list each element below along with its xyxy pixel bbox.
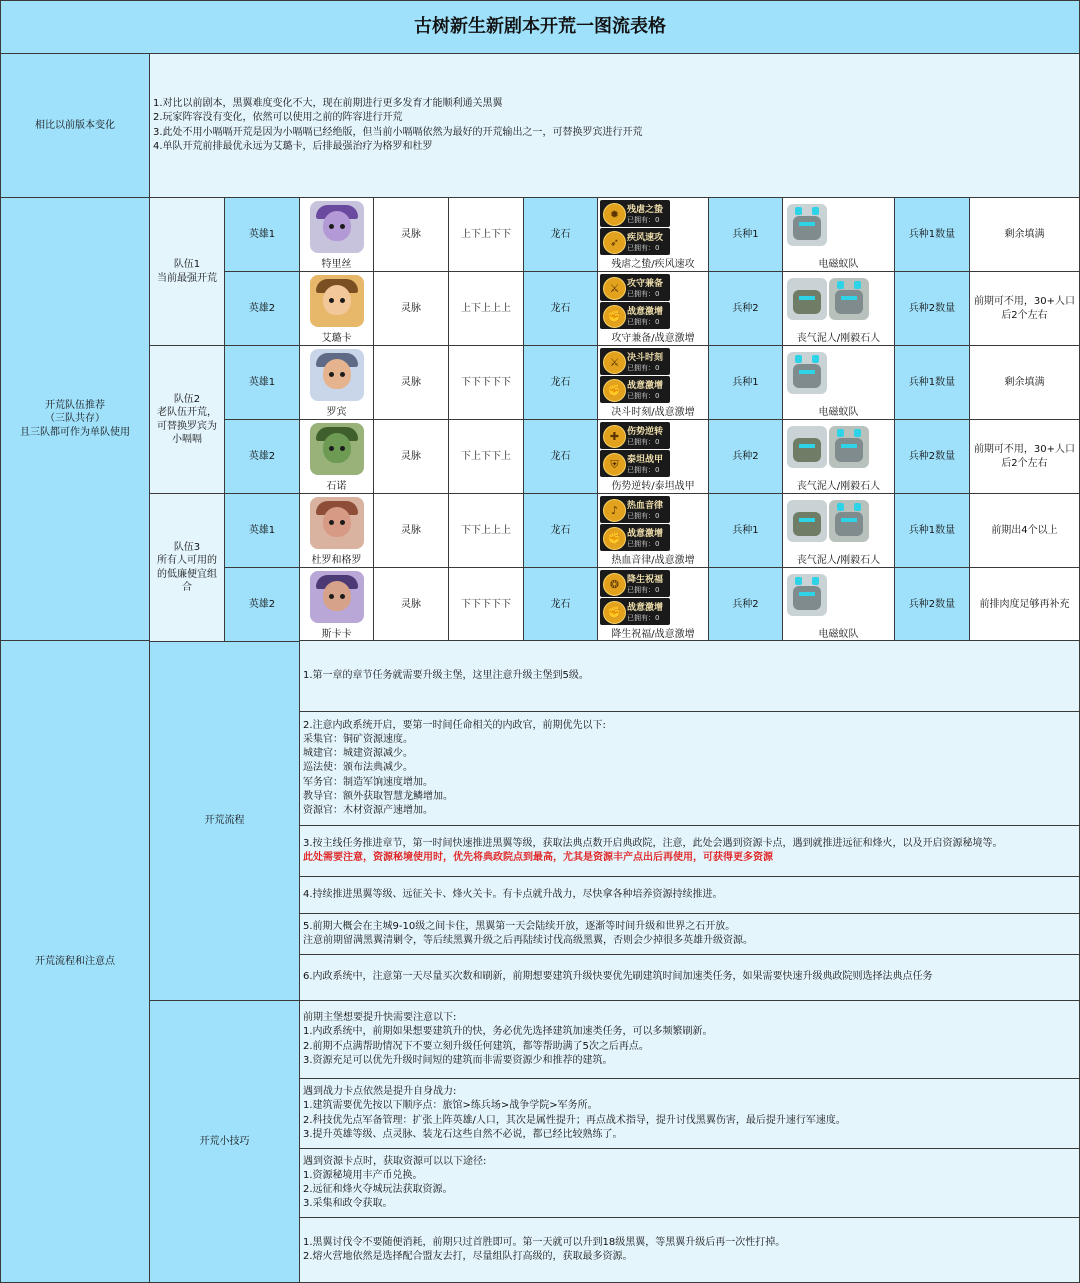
tips-line: 1.资源秘境用丰产币兑换。 [303,1169,423,1181]
hero-cell [299,419,374,494]
troop-spark [795,207,802,215]
flow-line: 军务官：制造军饷速度增加。 [303,776,433,788]
hero-portrait [310,497,364,549]
skill-icon [600,376,670,403]
troop-slot-label: 兵种2 [708,567,783,642]
troop-eye [799,296,815,300]
vein-label: 灵脉 [373,567,449,642]
stone-golem-icon [829,500,869,542]
hero-name: 斯卡卡 [321,629,352,640]
vein-order: 上下上上上 [448,271,524,346]
hero-face [323,581,351,611]
team-label: 队伍2 老队伍开荒， 可替换罗宾为 小嗝嗝 [149,345,225,494]
troop-spark [854,503,861,511]
flow-label: 开荒流程 [149,640,300,1001]
skill-owned: 已拥有：0 [627,392,660,400]
skill-cell [597,271,709,346]
troop-name: 电磁蚁队 [818,259,859,270]
tips-line: 3.资源充足可以优先升级时间短的建筑而非需要资源少和推荐的建筑。 [303,1054,613,1066]
troop-note: 前期出4个以上 [969,493,1080,568]
tips-label: 开荒小技巧 [149,1000,300,1283]
hero-portrait [310,571,364,623]
flow-line: 注意前期留满黑翼清剿令，等后续黑翼升级之后再陆续讨伐高级黑翼，否则会少掉很多英雄升级资源。 [303,935,753,946]
mud-golem-icon [787,426,827,468]
troop-eye [841,518,857,522]
skill-emblem-icon: ➶ [603,231,626,254]
troop-spark [854,281,861,289]
troop-slot-label: 兵种1 [708,197,783,272]
electro-ant-icon [787,352,827,394]
hero-face [323,211,351,241]
flow-item [299,913,1080,955]
flow-line: 4.持续推进黑翼等级、远征关卡、烽火关卡。有卡点就升战力，尽快拿各种培养资源持续推进。 [303,888,723,900]
troop-spark [812,355,819,363]
tips-line: 遇到资源卡点时，获取资源可以以下途径: [303,1155,487,1167]
tips-item [299,1078,1080,1149]
troop-note: 前期可不用，30+人口后2个左右 [969,419,1080,494]
skill-owned: 已拥有：0 [627,438,660,446]
hero-eye [340,520,345,525]
troop-name: 丧气泥人/刚毅石人 [796,333,881,344]
skill-emblem-icon: ✊ [603,601,626,624]
troop-note: 前排肉度足够再补充 [969,567,1080,642]
troop-note: 剩余填满 [969,345,1080,420]
flow-item [299,825,1080,877]
hero-eye [340,372,345,377]
troop-body [793,216,821,240]
troop-name: 丧气泥人/刚毅石人 [796,481,881,492]
skill-name: 疾风速攻 [627,233,664,243]
troop-slot-label: 兵种1 [708,493,783,568]
hero-name: 特里丝 [321,259,352,270]
troop-body [793,512,821,536]
skill-cell [597,567,709,642]
troop-spark [837,429,844,437]
troop-cell [782,419,895,494]
electro-ant-icon [787,574,827,616]
stone-golem-icon [829,426,869,468]
tips-line: 1.内政系统中，前期如果想要建筑升的快，务必优先选择建筑加速类任务，可以多频繁刷新。 [303,1026,713,1038]
stone-golem-icon [829,278,869,320]
hero-portrait [310,423,364,475]
troop-cell [782,567,895,642]
skill-name: 热血音律 [627,501,664,511]
hero-eye [340,446,345,451]
troop-body [793,438,821,462]
vein-label: 灵脉 [373,493,449,568]
flow-line: 1.第一章的章节任务就需要升级主堡，这里注意升级主堡到5级。 [303,669,589,681]
skill-name: 攻守兼备 [627,279,664,289]
hero-slot-label: 英雄2 [224,271,300,346]
troop-slot-label: 兵种1 [708,345,783,420]
hero-slot-label: 英雄2 [224,419,300,494]
skill-emblem-icon: ✊ [603,379,626,402]
skill-emblem-icon: ♪ [603,499,626,522]
skill-icon [600,598,670,625]
skill-emblem-icon: ⚔ [603,277,626,300]
skill-caption: 决斗时刻/战意激增 [611,407,695,418]
hero-eye [340,298,345,303]
hero-eye [329,520,334,525]
flow-line: 资源官：木材资源产速增加。 [303,804,433,816]
skill-owned: 已拥有：0 [627,290,660,298]
troop-count-label: 兵种2数量 [894,567,970,642]
hero-eye [329,372,334,377]
flow-line: 2.注意内政系统开启，要第一时间任命相关的内政官，前期优先以下: [303,719,606,731]
hero-name: 石诺 [326,481,347,492]
skill-owned: 已拥有：0 [627,244,660,252]
skill-name: 残虐之蛰 [627,205,664,215]
skill-name: 战意激增 [627,381,664,391]
hero-name: 罗宾 [326,407,347,418]
skill-owned: 已拥有：0 [627,512,660,520]
skill-emblem-icon: ⚔ [603,351,626,374]
dragon-stone-label: 龙石 [523,197,598,272]
vein-label: 灵脉 [373,197,449,272]
page-title: 古树新生新剧本开荒一图流表格 [0,0,1080,54]
troop-cell [782,345,895,420]
dragon-stone-label: 龙石 [523,345,598,420]
skill-name: 伤势逆转 [627,427,664,437]
dragon-stone-label: 龙石 [523,271,598,346]
dragon-stone-label: 龙石 [523,419,598,494]
troop-body [793,364,821,388]
troop-name: 丧气泥人/刚毅石人 [796,555,881,566]
changes-line: 2.玩家阵容没有变化，依然可以使用之前的阵容进行开荒 [153,112,403,124]
hero-face [323,433,351,463]
skill-emblem-icon: ❂ [603,573,626,596]
troop-name: 电磁蚁队 [818,407,859,418]
skill-icon [600,496,670,523]
troop-note: 剩余填满 [969,197,1080,272]
skill-cell [597,197,709,272]
skill-owned: 已拥有：0 [627,318,660,326]
skill-owned: 已拥有：0 [627,364,660,372]
flow-line: 教导官：额外获取智慧龙鳞增加。 [303,790,453,802]
troop-cell [782,197,895,272]
hero-eye [340,594,345,599]
skill-icon [600,450,670,477]
changes-line: 3.此处不用小嗝嗝开荒是因为小嗝嗝已经绝版，但当前小嗝嗝依然为最好的开荒输出之一，可替换罗宾进行开荒 [153,126,643,138]
troop-body [835,290,863,314]
hero-slot-label: 英雄1 [224,197,300,272]
process-label: 开荒流程和注意点 [0,640,150,1283]
skill-name: 泰坦战甲 [627,455,664,465]
electro-ant-icon [787,204,827,246]
skill-emblem-icon: ✹ [603,203,626,226]
troop-spark [837,503,844,511]
tips-line: 前期主堡想要提升快需要注意以下: [303,1012,457,1024]
mud-golem-icon [787,500,827,542]
troop-spark [795,577,802,585]
flow-item [299,954,1080,1001]
skill-emblem-icon: ⛨ [603,453,626,476]
flow-line: 5.前期大概会在主城9-10级之间卡住，黑翼第一天会陆续开放，逐渐等时间升级和世界之石开放。 [303,920,736,932]
tips-item [299,1217,1080,1283]
troop-cell [782,271,895,346]
troop-eye [799,518,815,522]
troop-eye [799,592,815,596]
troop-count-label: 兵种2数量 [894,271,970,346]
flow-line: 采集官：铜矿资源速度。 [303,734,413,746]
troop-cell [782,493,895,568]
skill-icon [600,200,670,227]
hero-eye [329,594,334,599]
vein-order: 下上下下上 [448,419,524,494]
hero-slot-label: 英雄1 [224,493,300,568]
skill-caption: 伤势逆转/泰坦战甲 [611,481,695,492]
tips-line: 遇到战力卡点依然是提升自身战力: [303,1086,457,1098]
hero-face [323,359,351,389]
skill-name: 决斗时刻 [627,353,664,363]
troop-eye [799,222,815,226]
skill-name: 战意激增 [627,529,664,539]
hero-eye [329,446,334,451]
skill-cell [597,493,709,568]
tips-line: 3.采集和政令获取。 [303,1198,393,1210]
troop-body [793,290,821,314]
flow-item [299,640,1080,712]
hero-portrait [310,201,364,253]
tips-line: 2.熔火营地依然是选择配合盟友去打，尽量组队打高级的，获取最多资源。 [303,1251,633,1262]
skill-cell [597,419,709,494]
troop-count-label: 兵种2数量 [894,419,970,494]
vein-label: 灵脉 [373,419,449,494]
skill-icon [600,422,670,449]
troop-spark [812,577,819,585]
hero-portrait [310,275,364,327]
troop-spark [795,355,802,363]
skill-caption: 残虐之蛰/疾风速攻 [611,259,695,270]
tips-line: 3.提升英雄等级、点灵脉、装龙石这些自然不必说，都已经比较熟练了。 [303,1128,623,1140]
tips-line: 1.黑翼讨伐令不要随便消耗，前期只过首胜即可。第一天就可以升到18级黑翼，等黑翼升级后再一次性打掉。 [303,1236,786,1248]
tips-item [299,1148,1080,1218]
hero-cell [299,197,374,272]
skill-name: 战意激增 [627,603,664,613]
skill-caption: 热血音律/战意激增 [611,555,695,566]
flow-line: 城建官：城建资源减少。 [303,748,413,760]
troop-name: 电磁蚁队 [818,629,859,640]
skill-icon [600,570,670,597]
hero-cell [299,567,374,642]
skill-name: 战意激增 [627,307,664,317]
skill-icon [600,274,670,301]
hero-cell [299,493,374,568]
troop-slot-label: 兵种2 [708,419,783,494]
troop-spark [837,281,844,289]
hero-name: 杜罗和格罗 [311,555,362,566]
vein-order: 下下上上上 [448,493,524,568]
hero-slot-label: 英雄2 [224,567,300,642]
hero-portrait [310,349,364,401]
hero-slot-label: 英雄1 [224,345,300,420]
skill-owned: 已拥有：0 [627,540,660,548]
troop-body [835,512,863,536]
troop-eye [841,296,857,300]
troop-count-label: 兵种1数量 [894,493,970,568]
troop-eye [841,444,857,448]
tips-line: 2.科技优先点军备管理：扩张上阵英雄/人口，其次是属性提升；再点战术指导，提升讨伐黑翼伤害，最后提升速行军速度。 [303,1114,846,1126]
tips-line: 2.远征和烽火夺城玩法获取资源。 [303,1184,453,1195]
troop-spark [812,207,819,215]
troop-spark [854,429,861,437]
troop-count-label: 兵种1数量 [894,197,970,272]
vein-order: 下下下下下 [448,345,524,420]
skill-icon [600,228,670,255]
flow-item [299,711,1080,826]
changes-line: 4.单队开荒前排最优永远为艾璐卡，后排最强治疗为格罗和杜罗 [153,140,433,152]
skill-icon [600,348,670,375]
hero-eye [340,224,345,229]
troop-body [793,586,821,610]
skill-emblem-icon: ✚ [603,425,626,448]
changes-line: 1.对比以前剧本，黑翼难度变化不大，现在前期进行更多发育才能顺利通关黑翼 [153,98,503,110]
skill-icon [600,302,670,329]
tips-line: 1.建筑需要优先按以下顺序点：旅馆>练兵场>战争学院>军务所。 [303,1100,598,1112]
tips-item [299,1000,1080,1079]
flow-line: 巡法使：颁布法典减少。 [303,762,413,774]
troop-body [835,438,863,462]
teams-label: 开荒队伍推荐 （三队共存） 且三队都可作为单队使用 [0,197,150,641]
troop-eye [799,444,815,448]
vein-label: 灵脉 [373,271,449,346]
troop-note: 前期可不用，30+人口后2个左右 [969,271,1080,346]
changes-label: 相比以前版本变化 [0,53,150,198]
hero-name: 艾璐卡 [321,333,352,344]
skill-caption: 攻守兼备/战意激增 [611,333,695,344]
skill-icon [600,524,670,551]
flow-line: 3.按主线任务推进章节，第一时间快速推进黑翼等级，获取法典点数开启典政院，注意，此处会遇到资源卡点，遇到就推进远征和烽火，以及开启资源秘境等。 [303,837,1003,849]
vein-order: 下下下下下 [448,567,524,642]
skill-emblem-icon: ✊ [603,305,626,328]
hero-cell [299,345,374,420]
flow-line: 6.内政系统中，注意第一天尽量买次数和刷新，前期想要建筑升级快要优先刷建筑时间加速类任务，如果需要快速升级典政院则选择法典点任务 [303,971,933,983]
skill-caption: 降生祝福/战意激增 [611,629,695,640]
changes-content [149,53,1080,198]
skill-owned: 已拥有：0 [627,466,660,474]
troop-eye [799,370,815,374]
troop-count-label: 兵种1数量 [894,345,970,420]
skill-owned: 已拥有：0 [627,586,660,594]
dragon-stone-label: 龙石 [523,567,598,642]
vein-label: 灵脉 [373,345,449,420]
skill-emblem-icon: ✊ [603,527,626,550]
team-label: 队伍1 当前最强开荒 [149,197,225,346]
tips-line: 2.前期不点满帮助情况下不要立刻升级任何建筑，都等帮助满了5次之后再点。 [303,1040,649,1052]
troop-slot-label: 兵种2 [708,271,783,346]
skill-owned: 已拥有：0 [627,216,660,224]
hero-face [323,285,351,315]
vein-order: 上下上下下 [448,197,524,272]
team-label: 队伍3 所有人可用的 的低廉便宜组 合 [149,493,225,642]
skill-name: 降生祝福 [627,575,664,585]
skill-owned: 已拥有：0 [627,614,660,622]
hero-cell [299,271,374,346]
hero-eye [329,224,334,229]
mud-golem-icon [787,278,827,320]
hero-eye [329,298,334,303]
dragon-stone-label: 龙石 [523,493,598,568]
hero-face [323,507,351,537]
flow-item [299,876,1080,914]
warning-line: 此处需要注意，资源秘境使用时，优先将典政院点到最高，尤其是资源丰产点出后再使用，可获得更多资源 [303,852,773,863]
skill-cell [597,345,709,420]
